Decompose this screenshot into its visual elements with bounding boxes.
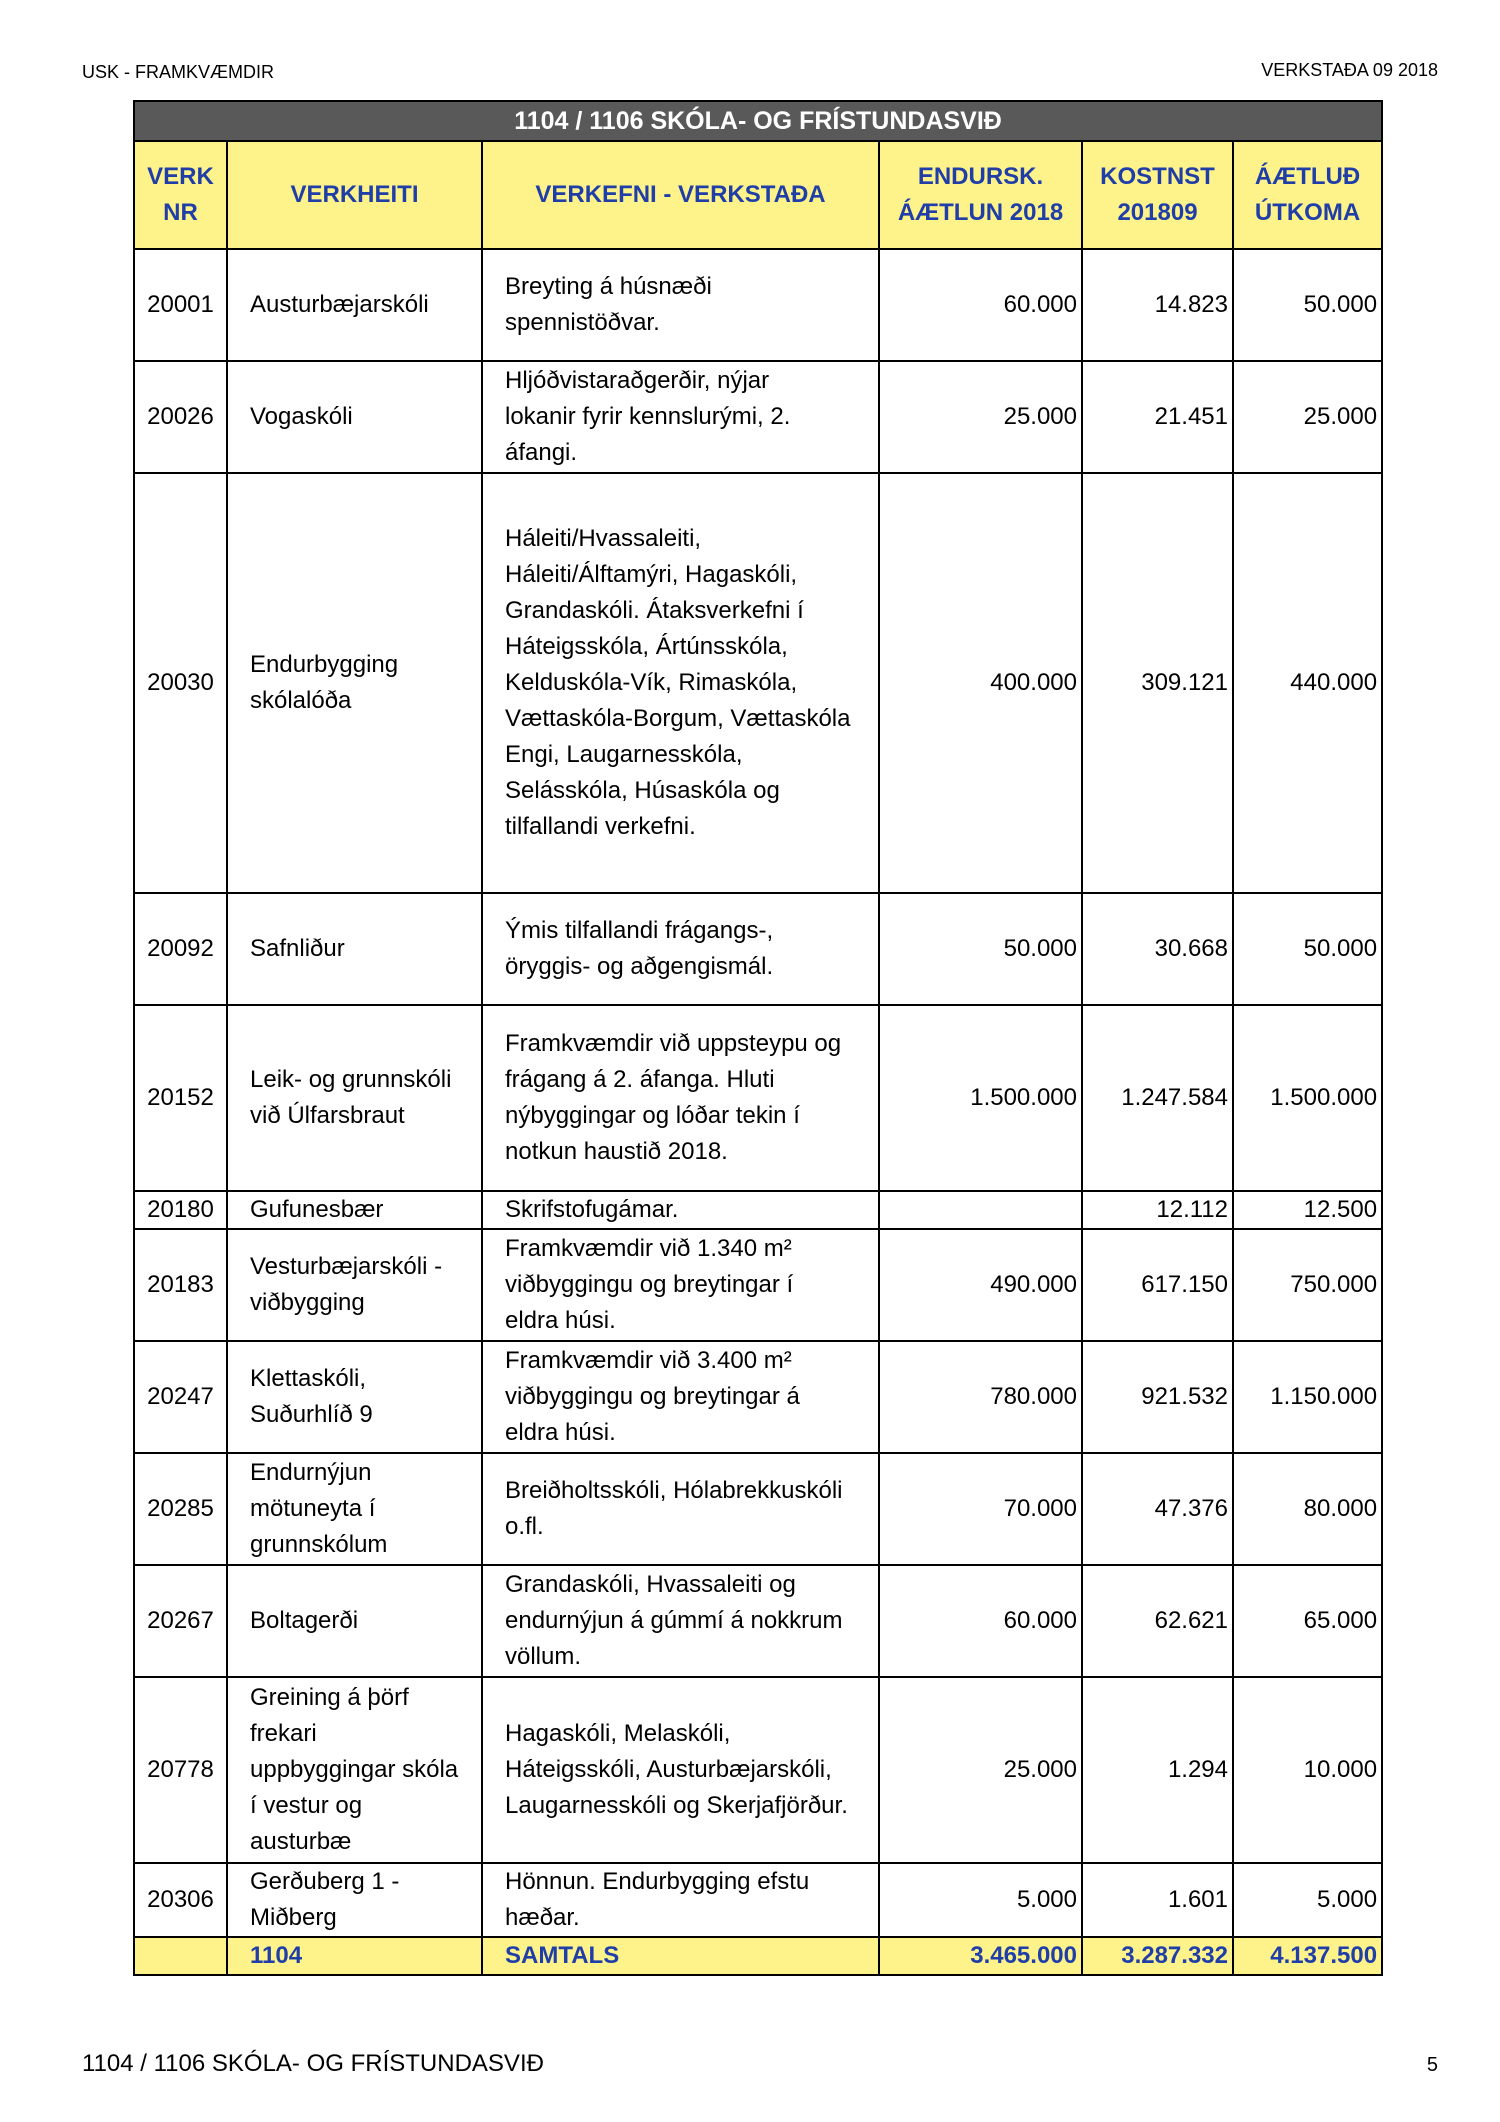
row-utkoma: 10.000 — [1233, 1677, 1382, 1863]
col-header-heiti: VERKHEITI — [227, 141, 482, 249]
col-header-kostn: KOSTNST 201809 — [1082, 141, 1233, 249]
row-nr: 20778 — [134, 1677, 227, 1863]
row-verkefni-line: Grandaskóli. Átaksverkefni í — [505, 597, 804, 624]
row-heiti — [227, 1191, 482, 1229]
row-verkefni-line: eldra húsi. — [505, 1307, 616, 1334]
row-heiti-line: Gufunesbær — [250, 1196, 384, 1223]
row-heiti-line: viðbygging — [250, 1289, 365, 1316]
row-verkefni-line: Framkvæmdir við uppsteypu og — [505, 1030, 842, 1057]
row-aetlun: 25.000 — [879, 1677, 1082, 1863]
row-heiti-line: Endurnýjun — [250, 1459, 372, 1486]
header-left: USK - FRAMKVÆMDIR — [82, 62, 275, 82]
row-verkefni — [482, 1341, 879, 1453]
row-nr: 20306 — [134, 1863, 227, 1937]
row-utkoma: 5.000 — [1233, 1863, 1382, 1937]
row-verkefni-line: Vættaskóla-Borgum, Vættaskóla — [505, 705, 851, 732]
row-heiti — [227, 1565, 482, 1677]
row-nr: 20247 — [134, 1341, 227, 1453]
row-aetlun: 50.000 — [879, 893, 1082, 1005]
row-verkefni-line: tilfallandi verkefni. — [505, 813, 696, 840]
row-utkoma: 50.000 — [1233, 249, 1382, 361]
row-heiti-line: við Úlfarsbraut — [250, 1102, 405, 1129]
row-utkoma: 440.000 — [1233, 473, 1382, 893]
total-nr — [134, 1937, 227, 1975]
row-verkefni-line: Háleiti/Hvassaleiti, — [505, 525, 702, 552]
table-row — [134, 1565, 1382, 1677]
row-verkefni-line: Hagaskóli, Melaskóli, — [505, 1720, 731, 1747]
row-heiti-line: Austurbæjarskóli — [250, 291, 429, 318]
row-aetlun: 1.500.000 — [879, 1005, 1082, 1191]
total-utkoma: 4.137.500 — [1233, 1937, 1382, 1975]
row-verkefni-line: áfangi. — [505, 439, 578, 466]
row-utkoma: 1.500.000 — [1233, 1005, 1382, 1191]
row-utkoma: 12.500 — [1233, 1191, 1382, 1229]
row-heiti-line: Leik- og grunnskóli — [250, 1066, 452, 1093]
page-number: 5 — [1426, 2054, 1438, 2076]
row-verkefni-line: Skrifstofugámar. — [505, 1196, 679, 1223]
row-kostn: 47.376 — [1082, 1453, 1233, 1565]
row-kostn: 309.121 — [1082, 473, 1233, 893]
row-kostn: 1.247.584 — [1082, 1005, 1233, 1191]
row-nr: 20180 — [134, 1191, 227, 1229]
row-kostn: 30.668 — [1082, 893, 1233, 1005]
row-utkoma: 1.150.000 — [1233, 1341, 1382, 1453]
footer-title: 1104 / 1106 SKÓLA- OG FRÍSTUNDASVIÐ — [82, 2050, 544, 2077]
col-header-utkoma: ÁÆTLUÐ ÚTKOMA — [1233, 141, 1382, 249]
table-row — [134, 1863, 1382, 1937]
table-row — [134, 1005, 1382, 1191]
table-row — [134, 361, 1382, 473]
table-row — [134, 1191, 1382, 1229]
row-verkefni — [482, 1005, 879, 1191]
row-nr: 20001 — [134, 249, 227, 361]
row-kostn: 921.532 — [1082, 1341, 1233, 1453]
row-heiti-line: Miðberg — [250, 1904, 337, 1931]
col-header-verkefni: VERKEFNI - VERKSTAÐA — [482, 141, 879, 249]
row-kostn: 617.150 — [1082, 1229, 1233, 1341]
row-nr: 20030 — [134, 473, 227, 893]
row-heiti — [227, 1005, 482, 1191]
row-verkefni-line: Framkvæmdir við 1.340 m² — [505, 1235, 792, 1262]
row-verkefni-line: spennistöðvar. — [505, 309, 660, 336]
table-row — [134, 1453, 1382, 1565]
row-aetlun: 780.000 — [879, 1341, 1082, 1453]
row-verkefni-line: Framkvæmdir við 3.400 m² — [505, 1347, 792, 1374]
row-nr: 20285 — [134, 1453, 227, 1565]
row-utkoma: 750.000 — [1233, 1229, 1382, 1341]
row-nr: 20026 — [134, 361, 227, 473]
row-verkefni-line: hæðar. — [505, 1904, 580, 1931]
row-kostn: 14.823 — [1082, 249, 1233, 361]
row-verkefni-line: viðbyggingu og breytingar í — [505, 1271, 794, 1298]
row-verkefni — [482, 1229, 879, 1341]
row-heiti-line: grunnskólum — [250, 1531, 388, 1558]
row-kostn: 62.621 — [1082, 1565, 1233, 1677]
row-verkefni-line: Háleiti/Álftamýri, Hagaskóli, — [505, 561, 798, 588]
row-aetlun — [879, 1191, 1082, 1229]
row-heiti-line: Safnliður — [250, 935, 345, 962]
row-verkefni — [482, 1191, 879, 1229]
total-aetlun: 3.465.000 — [879, 1937, 1082, 1975]
row-utkoma: 65.000 — [1233, 1565, 1382, 1677]
total-row — [134, 1937, 1382, 1975]
row-verkefni-line: öryggis- og aðgengismál. — [505, 953, 774, 980]
budget-table — [133, 100, 1383, 1976]
row-aetlun: 60.000 — [879, 1565, 1082, 1677]
row-verkefni-line: Ýmis tilfallandi frágangs-, — [505, 917, 774, 944]
row-verkefni-line: endurnýjun á gúmmí á nokkrum — [505, 1607, 843, 1634]
row-verkefni — [482, 249, 879, 361]
row-verkefni-line: Engi, Laugarnesskóla, — [505, 741, 743, 768]
row-verkefni — [482, 1565, 879, 1677]
row-kostn: 21.451 — [1082, 361, 1233, 473]
row-heiti — [227, 473, 482, 893]
row-heiti-line: uppbyggingar skóla — [250, 1756, 459, 1783]
row-heiti-line: Vogaskóli — [250, 403, 353, 430]
row-verkefni — [482, 473, 879, 893]
row-kostn: 1.294 — [1082, 1677, 1233, 1863]
row-verkefni-line: o.fl. — [505, 1513, 544, 1540]
row-heiti-line: mötuneyta í — [250, 1495, 376, 1522]
row-verkefni-line: Selásskóla, Húsaskóla og — [505, 777, 780, 804]
table-row — [134, 1677, 1382, 1863]
row-aetlun: 70.000 — [879, 1453, 1082, 1565]
row-verkefni-line: völlum. — [505, 1643, 582, 1670]
row-heiti-line: í vestur og — [250, 1792, 363, 1819]
row-aetlun: 400.000 — [879, 473, 1082, 893]
row-verkefni-line: Breyting á húsnæði — [505, 273, 712, 300]
row-verkefni-line: Laugarnesskóli og Skerjafjörður. — [505, 1792, 848, 1819]
row-verkefni-line: eldra húsi. — [505, 1419, 616, 1446]
table-row — [134, 1229, 1382, 1341]
row-verkefni-line: Hönnun. Endurbygging efstu — [505, 1868, 810, 1895]
row-kostn: 1.601 — [1082, 1863, 1233, 1937]
table-title: 1104 / 1106 SKÓLA- OG FRÍSTUNDASVIÐ — [134, 101, 1382, 141]
row-nr: 20152 — [134, 1005, 227, 1191]
row-utkoma: 25.000 — [1233, 361, 1382, 473]
row-heiti — [227, 1677, 482, 1863]
row-utkoma: 80.000 — [1233, 1453, 1382, 1565]
table-row — [134, 893, 1382, 1005]
row-verkefni-line: Breiðholtsskóli, Hólabrekkuskóli — [505, 1477, 843, 1504]
total-code: 1104 — [227, 1937, 482, 1975]
row-verkefni-line: Kelduskóla-Vík, Rimaskóla, — [505, 669, 798, 696]
row-heiti-line: Greining á þörf — [250, 1684, 409, 1711]
row-heiti-line: skólalóða — [250, 687, 352, 714]
row-verkefni — [482, 1677, 879, 1863]
row-heiti — [227, 249, 482, 361]
row-verkefni-line: lokanir fyrir kennslurými, 2. — [505, 403, 791, 430]
row-heiti-line: Suðurhlíð 9 — [250, 1401, 373, 1428]
row-kostn: 12.112 — [1082, 1191, 1233, 1229]
row-heiti — [227, 893, 482, 1005]
row-heiti — [227, 361, 482, 473]
row-aetlun: 25.000 — [879, 361, 1082, 473]
row-heiti-line: austurbæ — [250, 1828, 352, 1855]
row-heiti-line: Vesturbæjarskóli - — [250, 1253, 443, 1280]
row-utkoma: 50.000 — [1233, 893, 1382, 1005]
row-heiti — [227, 1453, 482, 1565]
row-heiti-line: frekari — [250, 1720, 317, 1747]
col-header-aetlun: ENDURSK. ÁÆTLUN 2018 — [879, 141, 1082, 249]
row-nr: 20183 — [134, 1229, 227, 1341]
row-verkefni-line: nýbyggingar og lóðar tekin í — [505, 1102, 800, 1129]
row-heiti — [227, 1229, 482, 1341]
row-aetlun: 60.000 — [879, 249, 1082, 361]
row-nr: 20092 — [134, 893, 227, 1005]
total-label: SAMTALS — [482, 1937, 879, 1975]
row-verkefni-line: Háteigsskóli, Austurbæjarskóli, — [505, 1756, 832, 1783]
row-verkefni — [482, 361, 879, 473]
row-aetlun: 490.000 — [879, 1229, 1082, 1341]
row-verkefni-line: notkun haustið 2018. — [505, 1138, 728, 1165]
col-header-nr: VERK NR — [134, 141, 227, 249]
row-verkefni-line: frágang á 2. áfanga. Hluti — [505, 1066, 775, 1093]
row-verkefni-line: viðbyggingu og breytingar á — [505, 1383, 800, 1410]
row-verkefni — [482, 893, 879, 1005]
row-verkefni-line: Hljóðvistaraðgerðir, nýjar — [505, 367, 770, 394]
table-row — [134, 249, 1382, 361]
row-heiti — [227, 1863, 482, 1937]
row-verkefni — [482, 1863, 879, 1937]
header-right: VERKSTAÐA 09 2018 — [1261, 60, 1438, 80]
table-row — [134, 1341, 1382, 1453]
row-heiti-line: Klettaskóli, — [250, 1365, 367, 1392]
row-aetlun: 5.000 — [879, 1863, 1082, 1937]
row-verkefni-line: Háteigsskóla, Ártúnsskóla, — [505, 633, 788, 660]
row-heiti — [227, 1341, 482, 1453]
row-heiti-line: Boltagerði — [250, 1607, 359, 1634]
table-row — [134, 473, 1382, 893]
row-heiti-line: Gerðuberg 1 - — [250, 1868, 400, 1895]
total-kostn: 3.287.332 — [1082, 1937, 1233, 1975]
row-nr: 20267 — [134, 1565, 227, 1677]
row-verkefni — [482, 1453, 879, 1565]
row-verkefni-line: Grandaskóli, Hvassaleiti og — [505, 1571, 796, 1598]
row-heiti-line: Endurbygging — [250, 651, 399, 678]
